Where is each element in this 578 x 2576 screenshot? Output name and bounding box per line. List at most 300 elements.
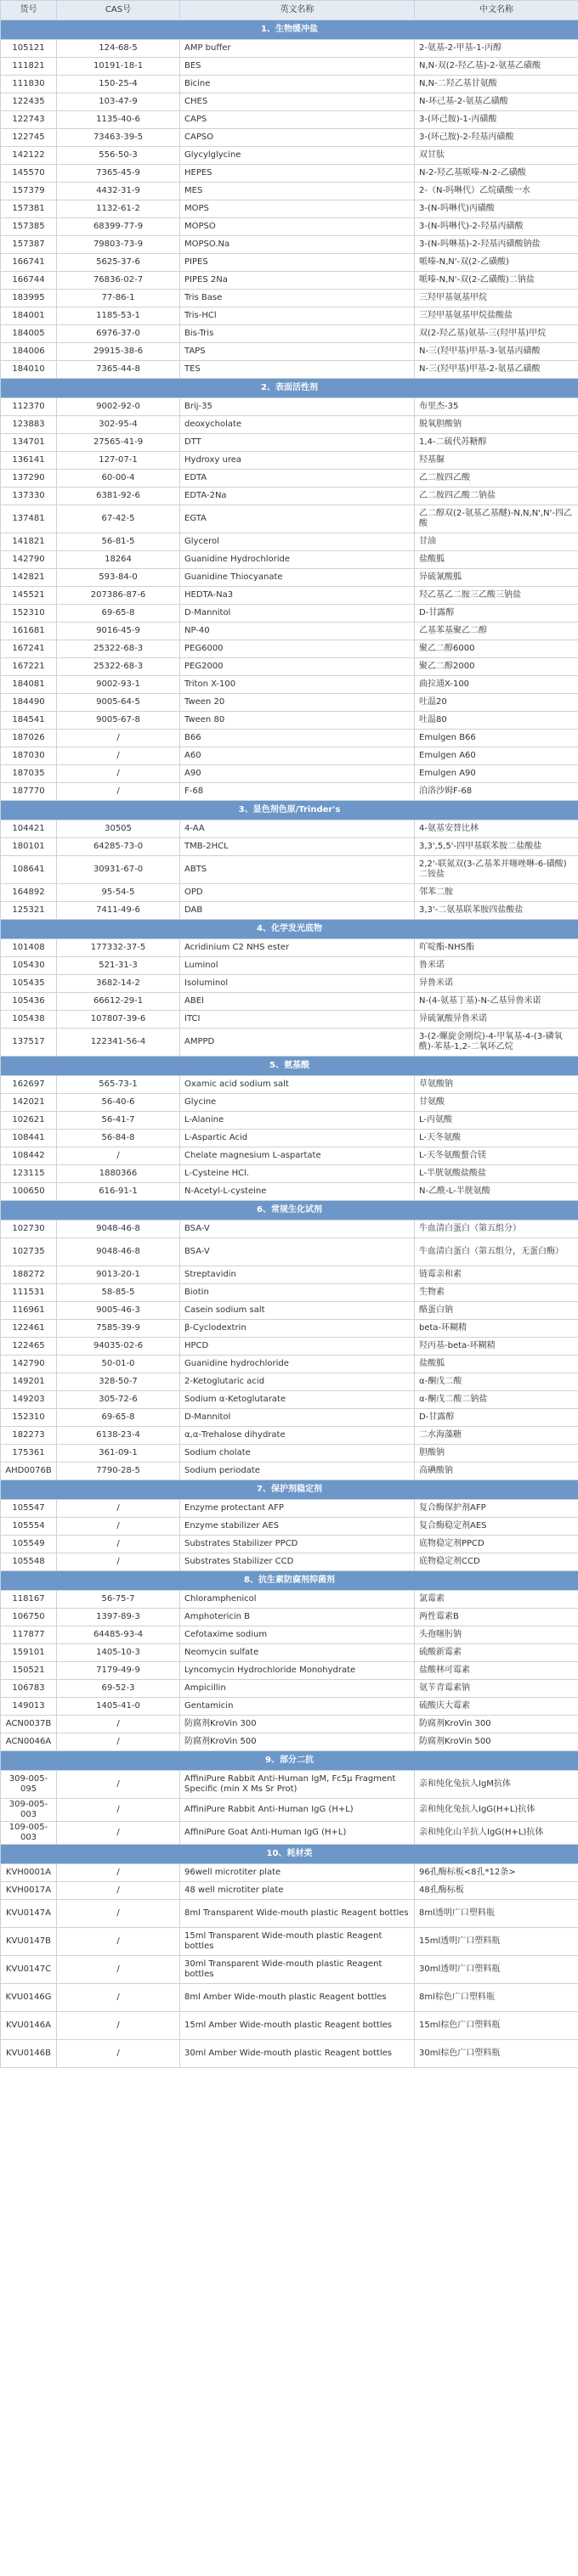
cell-english-name: 15ml Amber Wide-mouth plastic Reagent bottles [180, 2012, 415, 2040]
cell-cas-number: / [57, 1984, 180, 2012]
table-header [1, 1, 578, 20]
table-row [1, 1391, 578, 1409]
cell-item-number: 106750 [1, 1609, 57, 1626]
table-row [1, 1733, 578, 1751]
cell-english-name: Acridinium C2 NHS ester [180, 939, 415, 957]
cell-cas-number: 565-73-1 [57, 1076, 180, 1094]
cell-item-number: 142790 [1, 551, 57, 569]
cell-cas-number: 1185-53-1 [57, 307, 180, 325]
cell-chinese-name: Emulgen A90 [415, 765, 578, 783]
cell-english-name: Luminol [180, 957, 415, 975]
cell-chinese-name: 复合酶稳定剂AES [415, 1518, 578, 1536]
cell-item-number: 157379 [1, 183, 57, 200]
table-row [1, 1409, 578, 1427]
cell-chinese-name: 3,3'-二氨基联苯胺四盐酸盐 [415, 902, 578, 920]
table-row [1, 93, 578, 111]
cell-chinese-name: Emulgen A60 [415, 747, 578, 765]
cell-item-number: 105554 [1, 1518, 57, 1536]
cell-cas-number: 64285-73-0 [57, 838, 180, 856]
cell-english-name: AffiniPure Rabbit Anti-Human IgG (H+L) [180, 1799, 415, 1822]
cell-cas-number: 124-68-5 [57, 40, 180, 58]
table-row [1, 1609, 578, 1626]
cell-item-number: 142790 [1, 1356, 57, 1373]
cell-cas-number: / [57, 1882, 180, 1900]
cell-cas-number: 9005-67-8 [57, 712, 180, 730]
table-row [1, 1373, 578, 1391]
cell-cas-number: 30505 [57, 820, 180, 838]
table-row [1, 587, 578, 605]
table-row [1, 416, 578, 434]
cell-chinese-name: N,N-双(2-羟乙基)-2-氨基乙磺酸 [415, 58, 578, 76]
cell-cas-number: / [57, 1771, 180, 1799]
cell-chinese-name: 链霉亲和素 [415, 1266, 578, 1284]
cell-english-name: 防腐剂KroVin 500 [180, 1733, 415, 1751]
cell-english-name: DTT [180, 434, 415, 452]
cell-chinese-name: 亲和纯化兔抗人IgG(H+L)抗体 [415, 1799, 578, 1822]
cell-chinese-name: 2-氨基-2-甲基-1-丙醇 [415, 40, 578, 58]
cell-chinese-name: 生物素 [415, 1284, 578, 1302]
cell-item-number: 111821 [1, 58, 57, 76]
table-row [1, 1822, 578, 1845]
cell-item-number: KVU0146G [1, 1984, 57, 2012]
cell-item-number: 149201 [1, 1373, 57, 1391]
section-title: 4、化学发光底物 [1, 920, 578, 939]
cell-chinese-name: α-酮戊二酸二钠盐 [415, 1391, 578, 1409]
table-row [1, 58, 578, 76]
cell-item-number: 184490 [1, 694, 57, 712]
cell-chinese-name: 30ml透明广口塑料瓶 [415, 1956, 578, 1984]
cell-english-name: CAPS [180, 111, 415, 129]
cell-cas-number: 7411-49-6 [57, 902, 180, 920]
cell-item-number: 184081 [1, 676, 57, 694]
table-row [1, 1320, 578, 1338]
section-title: 1、生物缓冲盐 [1, 20, 578, 40]
cell-chinese-name: 鲁米诺 [415, 957, 578, 975]
cell-cas-number: 56-75-7 [57, 1591, 180, 1609]
cell-english-name: B66 [180, 730, 415, 747]
cell-english-name: A90 [180, 765, 415, 783]
cell-cas-number: 7585-39-9 [57, 1320, 180, 1338]
table-row [1, 993, 578, 1011]
cell-item-number: 102735 [1, 1238, 57, 1266]
cell-chinese-name: 羟乙基乙二胺三乙酸三钠盐 [415, 587, 578, 605]
cell-cas-number: 9048-46-8 [57, 1238, 180, 1266]
cell-english-name: CHES [180, 93, 415, 111]
cell-cas-number: 6381-92-6 [57, 488, 180, 505]
cell-chinese-name: 硫酸庆大霉素 [415, 1698, 578, 1716]
cell-english-name: 15ml Transparent Wide-mouth plastic Reagent bottles [180, 1928, 415, 1956]
table-row [1, 838, 578, 856]
cell-item-number: 159101 [1, 1644, 57, 1662]
cell-english-name: L-Aspartic Acid [180, 1130, 415, 1147]
table-row [1, 1130, 578, 1147]
cell-item-number: 309-005-095 [1, 1771, 57, 1799]
cell-english-name: N-Acetyl-L-cysteine [180, 1183, 415, 1201]
cell-item-number: 188272 [1, 1266, 57, 1284]
cell-item-number: 184541 [1, 712, 57, 730]
cell-english-name: Tris-HCl [180, 307, 415, 325]
cell-english-name: HPCD [180, 1338, 415, 1356]
cell-english-name: Neomycin sulfate [180, 1644, 415, 1662]
cell-chinese-name: 亲和纯化山羊抗人IgG(H+L)抗体 [415, 1822, 578, 1845]
header-english-name: 英文名称 [180, 1, 415, 20]
cell-cas-number: / [57, 1733, 180, 1751]
table-row [1, 1716, 578, 1733]
cell-english-name: Tween 20 [180, 694, 415, 712]
cell-english-name: Guanidine Hydrochloride [180, 551, 415, 569]
cell-cas-number: 7365-44-8 [57, 361, 180, 379]
cell-item-number: 184006 [1, 343, 57, 361]
table-row [1, 533, 578, 551]
cell-cas-number: 9016-45-9 [57, 623, 180, 640]
cell-item-number: 105121 [1, 40, 57, 58]
cell-item-number: 125321 [1, 902, 57, 920]
cell-chinese-name: D-甘露醇 [415, 1409, 578, 1427]
table-row [1, 1220, 578, 1238]
cell-item-number: 104421 [1, 820, 57, 838]
cell-english-name: Sodium α-Ketoglutarate [180, 1391, 415, 1409]
cell-cas-number: 9002-92-0 [57, 398, 180, 416]
cell-english-name: Glycylglycine [180, 147, 415, 165]
cell-item-number: 161681 [1, 623, 57, 640]
section-header [1, 1057, 578, 1076]
cell-item-number: KVU0147C [1, 1956, 57, 1984]
cell-cas-number: 64485-93-4 [57, 1626, 180, 1644]
cell-item-number: 118167 [1, 1591, 57, 1609]
cell-chinese-name: 高碘酸钠 [415, 1463, 578, 1480]
cell-english-name: 96well microtiter plate [180, 1864, 415, 1882]
cell-cas-number: 79803-73-9 [57, 236, 180, 254]
table-row [1, 1338, 578, 1356]
cell-cas-number: 7179-49-9 [57, 1662, 180, 1680]
cell-cas-number: 95-54-5 [57, 884, 180, 902]
cell-chinese-name: 吐温20 [415, 694, 578, 712]
cell-cas-number: / [57, 1500, 180, 1518]
cell-english-name: EDTA [180, 470, 415, 488]
cell-cas-number: 305-72-6 [57, 1391, 180, 1409]
cell-english-name: Lyncomycin Hydrochloride Monohydrate [180, 1662, 415, 1680]
cell-chinese-name: N-乙酰-L-半胱氨酸 [415, 1183, 578, 1201]
cell-chinese-name: 甘油 [415, 533, 578, 551]
cell-english-name: EDTA-2Na [180, 488, 415, 505]
cell-english-name: A60 [180, 747, 415, 765]
cell-english-name: Biotin [180, 1284, 415, 1302]
cell-cas-number: 76836-02-7 [57, 272, 180, 290]
cell-item-number: KVH0001A [1, 1864, 57, 1882]
cell-english-name: MOPSO [180, 218, 415, 236]
cell-cas-number: / [57, 1864, 180, 1882]
table-row [1, 640, 578, 658]
cell-item-number: 167241 [1, 640, 57, 658]
cell-english-name: MOPS [180, 200, 415, 218]
cell-item-number: 123115 [1, 1165, 57, 1183]
cell-cas-number: 9005-64-5 [57, 694, 180, 712]
cell-chinese-name: 哌嗪-N,N'-双(2-乙磺酸)二钠盐 [415, 272, 578, 290]
section-header [1, 379, 578, 398]
cell-cas-number: 58-85-5 [57, 1284, 180, 1302]
table-row [1, 1882, 578, 1900]
cell-cas-number: 1397-89-3 [57, 1609, 180, 1626]
cell-item-number: 123883 [1, 416, 57, 434]
cell-chinese-name: 乙二醇双(2-氨基乙基醚)-N,N,N',N'-四乙酸 [415, 505, 578, 533]
cell-english-name: Substrates Stabilizer CCD [180, 1553, 415, 1571]
table-row [1, 676, 578, 694]
cell-cas-number: 103-47-9 [57, 93, 180, 111]
section-title: 6、常规生化试剂 [1, 1201, 578, 1220]
table-row [1, 694, 578, 712]
cell-cas-number: 10191-18-1 [57, 58, 180, 76]
cell-chinese-name: 3-(N-吗啉代)-2-羟基丙磺酸 [415, 218, 578, 236]
cell-cas-number: 77-86-1 [57, 290, 180, 307]
cell-item-number: 105548 [1, 1553, 57, 1571]
cell-english-name: Guanidine Thiocyanate [180, 569, 415, 587]
table-row [1, 2012, 578, 2040]
cell-item-number: 137517 [1, 1029, 57, 1057]
cell-chinese-name: 两性霉素B [415, 1609, 578, 1626]
section-title: 2、表面活性剂 [1, 379, 578, 398]
section-header [1, 920, 578, 939]
cell-chinese-name: 底物稳定剂CCD [415, 1553, 578, 1571]
cell-english-name: Enzyme protectant AFP [180, 1500, 415, 1518]
cell-cas-number: / [57, 1900, 180, 1928]
cell-chinese-name: 脱氧胆酸钠 [415, 416, 578, 434]
cell-cas-number: / [57, 1147, 180, 1165]
table-row [1, 1591, 578, 1609]
cell-cas-number: 68399-77-9 [57, 218, 180, 236]
cell-english-name: Isoluminol [180, 975, 415, 993]
cell-english-name: MES [180, 183, 415, 200]
section-title: 7、保护剂稳定剂 [1, 1480, 578, 1500]
section-title: 9、部分二抗 [1, 1751, 578, 1771]
table-row [1, 605, 578, 623]
cell-english-name: Sodium cholate [180, 1445, 415, 1463]
cell-cas-number: 56-84-8 [57, 1130, 180, 1147]
cell-chinese-name: 吐温80 [415, 712, 578, 730]
section-header [1, 1751, 578, 1771]
cell-item-number: 106783 [1, 1680, 57, 1698]
cell-cas-number: 66612-29-1 [57, 993, 180, 1011]
cell-cas-number: 9048-46-8 [57, 1220, 180, 1238]
cell-english-name: Triton X-100 [180, 676, 415, 694]
table-row [1, 40, 578, 58]
cell-cas-number: 1405-10-3 [57, 1644, 180, 1662]
cell-item-number: KVH0017A [1, 1882, 57, 1900]
cell-chinese-name: 曲拉通X-100 [415, 676, 578, 694]
cell-item-number: 105430 [1, 957, 57, 975]
section-title: 8、抗生素防腐剂抑菌剂 [1, 1571, 578, 1591]
cell-chinese-name: 双甘肽 [415, 147, 578, 165]
cell-chinese-name: 哌嗪-N,N'-双(2-乙磺酸) [415, 254, 578, 272]
cell-cas-number: 1135-40-6 [57, 111, 180, 129]
cell-chinese-name: 草氨酸钠 [415, 1076, 578, 1094]
cell-chinese-name: 乙二胺四乙酸 [415, 470, 578, 488]
cell-english-name: Tris Base [180, 290, 415, 307]
cell-english-name: Oxamic acid sodium salt [180, 1076, 415, 1094]
cell-english-name: Chloramphenicol [180, 1591, 415, 1609]
cell-item-number: 108441 [1, 1130, 57, 1147]
cell-english-name: BES [180, 58, 415, 76]
cell-english-name: Sodium periodate [180, 1463, 415, 1480]
cell-english-name: PIPES [180, 254, 415, 272]
cell-chinese-name: 异硫氰酸异鲁米诺 [415, 1011, 578, 1029]
table-row [1, 307, 578, 325]
cell-cas-number: / [57, 1553, 180, 1571]
cell-cas-number: 27565-41-9 [57, 434, 180, 452]
table-row [1, 1094, 578, 1112]
cell-chinese-name: 3-(N-吗啉基)-2-羟基丙磺酸钠盐 [415, 236, 578, 254]
cell-cas-number: / [57, 1956, 180, 1984]
table-row [1, 551, 578, 569]
table-row [1, 290, 578, 307]
cell-cas-number: 7365-45-9 [57, 165, 180, 183]
cell-english-name: BSA-V [180, 1220, 415, 1238]
cell-chinese-name: 盐酸胍 [415, 551, 578, 569]
table-row [1, 730, 578, 747]
cell-chinese-name: D-甘露醇 [415, 605, 578, 623]
table-row [1, 1864, 578, 1882]
cell-item-number: ACN0046A [1, 1733, 57, 1751]
cell-chinese-name: 泊洛沙姆F-68 [415, 783, 578, 801]
table-row [1, 147, 578, 165]
section-header [1, 1845, 578, 1864]
cell-cas-number: 69-65-8 [57, 605, 180, 623]
cell-english-name: BSA-V [180, 1238, 415, 1266]
cell-chinese-name: 1,4-二硫代苏糖醇 [415, 434, 578, 452]
header-chinese-name: 中文名称 [415, 1, 578, 20]
cell-item-number: 152310 [1, 605, 57, 623]
cell-english-name: L-Cysteine HCl. [180, 1165, 415, 1183]
cell-cas-number: 3682-14-2 [57, 975, 180, 993]
cell-item-number: 112370 [1, 398, 57, 416]
cell-cas-number: 29915-38-6 [57, 343, 180, 361]
cell-chinese-name: 96孔酶标板<8孔*12条> [415, 1864, 578, 1882]
cell-item-number: 108442 [1, 1147, 57, 1165]
cell-item-number: 167221 [1, 658, 57, 676]
table-row [1, 200, 578, 218]
table-row [1, 1626, 578, 1644]
cell-chinese-name: N-环己基-2-氨基乙磺酸 [415, 93, 578, 111]
table-row [1, 1183, 578, 1201]
table-row [1, 236, 578, 254]
table-row [1, 1518, 578, 1536]
cell-item-number: 142821 [1, 569, 57, 587]
cell-chinese-name: 15ml透明广口塑料瓶 [415, 1928, 578, 1956]
cell-cas-number: / [57, 2040, 180, 2068]
cell-english-name: 8ml Amber Wide-mouth plastic Reagent bottles [180, 1984, 415, 2012]
cell-item-number: 184001 [1, 307, 57, 325]
table-row [1, 470, 578, 488]
table-row [1, 1011, 578, 1029]
cell-english-name: Enzyme stabilizer AES [180, 1518, 415, 1536]
cell-item-number: 184005 [1, 325, 57, 343]
cell-english-name: PEG6000 [180, 640, 415, 658]
table-row [1, 957, 578, 975]
cell-item-number: 122743 [1, 111, 57, 129]
cell-chinese-name: 复合酶保护剂AFP [415, 1500, 578, 1518]
table-row [1, 856, 578, 884]
cell-item-number: 309-005-003 [1, 1799, 57, 1822]
table-row [1, 1698, 578, 1716]
cell-chinese-name: 8ml透明广口塑料瓶 [415, 1900, 578, 1928]
cell-item-number: 145521 [1, 587, 57, 605]
cell-cas-number: 122341-56-4 [57, 1029, 180, 1057]
cell-english-name: β-Cyclodextrin [180, 1320, 415, 1338]
cell-item-number: 105549 [1, 1536, 57, 1553]
cell-cas-number: 4432-31-9 [57, 183, 180, 200]
table-row [1, 452, 578, 470]
cell-english-name: 2-Ketoglutaric acid [180, 1373, 415, 1391]
cell-item-number: 111830 [1, 76, 57, 93]
cell-chinese-name: 牛血清白蛋白（第五组分，无蛋白酶） [415, 1238, 578, 1266]
cell-item-number: 187035 [1, 765, 57, 783]
cell-item-number: 109-005-003 [1, 1822, 57, 1845]
cell-item-number: AHD0076B [1, 1463, 57, 1480]
cell-chinese-name: 三羟甲基氨基甲烷盐酸盐 [415, 307, 578, 325]
table-row [1, 712, 578, 730]
cell-chinese-name: 15ml棕色广口塑料瓶 [415, 2012, 578, 2040]
cell-chinese-name: 牛血清白蛋白（第五组分） [415, 1220, 578, 1238]
cell-english-name: 8ml Transparent Wide-mouth plastic Reagent bottles [180, 1900, 415, 1928]
cell-english-name: 防腐剂KroVin 300 [180, 1716, 415, 1733]
cell-chinese-name: 亲和纯化兔抗人IgM抗体 [415, 1771, 578, 1799]
cell-chinese-name: 布里杰-35 [415, 398, 578, 416]
cell-chinese-name: 羟基脲 [415, 452, 578, 470]
cell-cas-number: / [57, 2012, 180, 2040]
cell-cas-number: / [57, 1716, 180, 1733]
table-row [1, 975, 578, 993]
cell-english-name: Tween 80 [180, 712, 415, 730]
cell-cas-number: 7790-28-5 [57, 1463, 180, 1480]
table-row [1, 1356, 578, 1373]
cell-item-number: 137481 [1, 505, 57, 533]
cell-english-name: NP-40 [180, 623, 415, 640]
table-row [1, 1984, 578, 2012]
cell-item-number: 136141 [1, 452, 57, 470]
cell-item-number: 116961 [1, 1302, 57, 1320]
cell-cas-number: 150-25-4 [57, 76, 180, 93]
table-row [1, 488, 578, 505]
table-row [1, 1445, 578, 1463]
cell-cas-number: 521-31-3 [57, 957, 180, 975]
cell-item-number: ACN0037B [1, 1716, 57, 1733]
cell-item-number: 175361 [1, 1445, 57, 1463]
cell-chinese-name: 盐酸胍 [415, 1356, 578, 1373]
cell-chinese-name: 3-(2-螺旋金刚烷)-4-甲氧基-4-(3-磷氧酰)-苯基-1,2-二氧环乙烷 [415, 1029, 578, 1057]
cell-chinese-name: 硫酸新霉素 [415, 1644, 578, 1662]
cell-chinese-name: 防腐剂KroVin 300 [415, 1716, 578, 1733]
cell-cas-number: 593-84-0 [57, 569, 180, 587]
table-row [1, 398, 578, 416]
cell-item-number: KVU0146A [1, 2012, 57, 2040]
cell-chinese-name: 二水海藻糖 [415, 1427, 578, 1445]
cell-cas-number: 69-65-8 [57, 1409, 180, 1427]
cell-chinese-name: 3-(环己胺)-1-丙磺酸 [415, 111, 578, 129]
cell-cas-number: / [57, 1799, 180, 1822]
cell-item-number: 105435 [1, 975, 57, 993]
cell-item-number: 122465 [1, 1338, 57, 1356]
cell-chinese-name: 2-（N-吗啉代）乙烷磺酸一水 [415, 183, 578, 200]
cell-english-name: PEG2000 [180, 658, 415, 676]
cell-item-number: 122745 [1, 129, 57, 147]
table-row [1, 1302, 578, 1320]
cell-english-name: Chelate magnesium L-aspartate [180, 1147, 415, 1165]
table-row [1, 361, 578, 379]
cell-english-name: HEDTA-Na3 [180, 587, 415, 605]
cell-cas-number: 556-50-3 [57, 147, 180, 165]
cell-chinese-name: L-半胱氨酸盐酸盐 [415, 1165, 578, 1183]
cell-item-number: 182273 [1, 1427, 57, 1445]
cell-english-name: D-Mannitol [180, 1409, 415, 1427]
